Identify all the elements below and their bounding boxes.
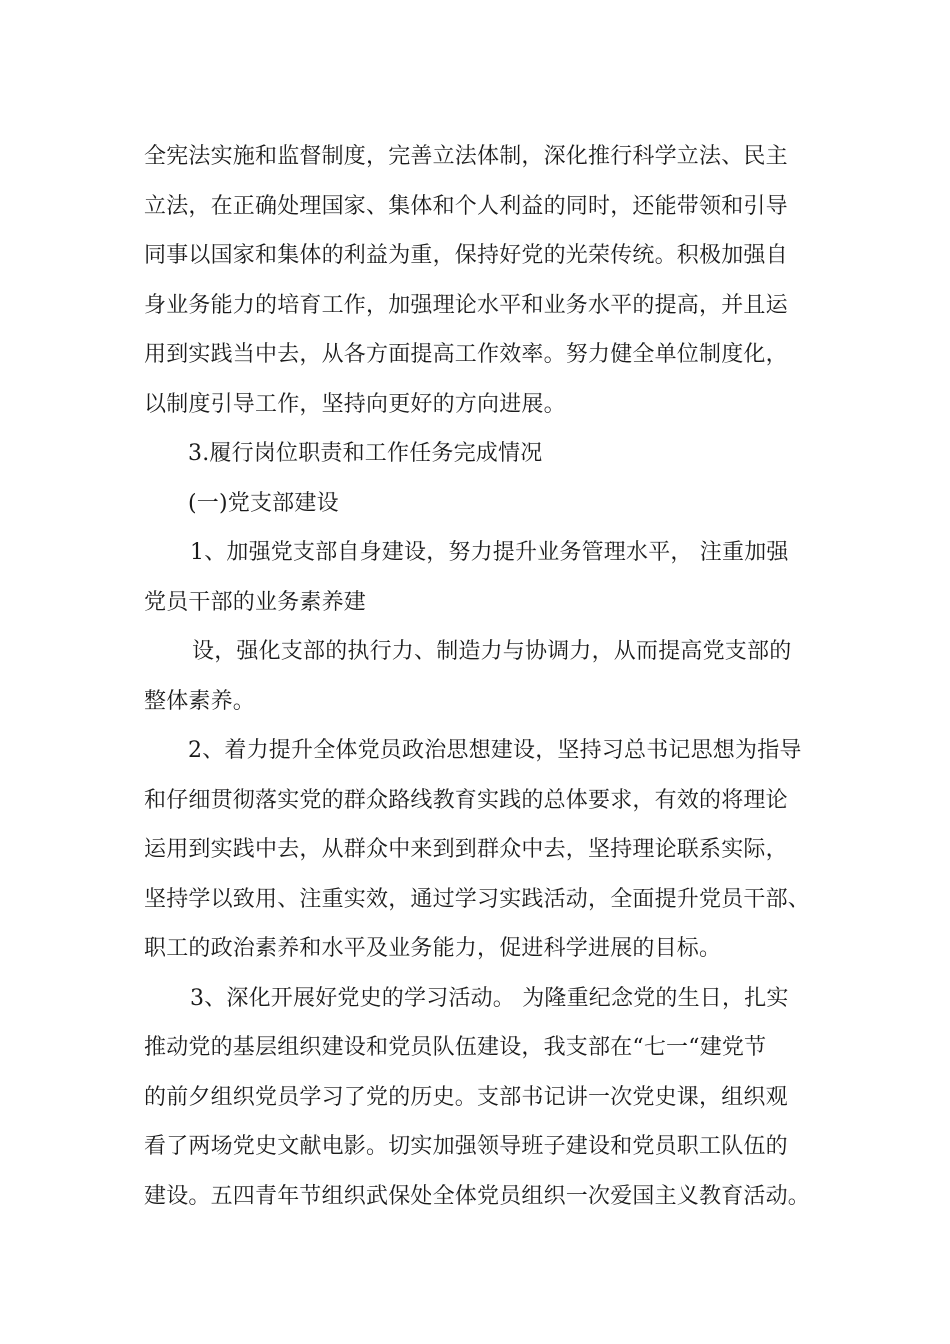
text-line: 整体素养。 — [144, 688, 256, 714]
text-line: 用到实践当中去，从各方面提高工作效率。努力健全单位制度化， — [144, 342, 788, 367]
text-line: 立法，在正确处理国家、集体和个人利益的同时，还能带领和引导 — [144, 193, 788, 219]
text-line: 运用到实践中去，从群众中来到到群众中去，坚持理论联系实际， — [144, 837, 788, 862]
text-line: 推动党的基层组织建设和党员队伍建设，我支部在“七一“建党节 — [144, 1035, 767, 1060]
text-line: 看了两场党史文献电影。切实加强领导班子建设和党员职工队伍的 — [144, 1134, 788, 1159]
text-line: 3.履行岗位职责和工作任务完成情况 — [188, 441, 543, 466]
text-line: 建设。五四青年节组织武保处全体党员组织一次爱国主义教育活动。 — [144, 1183, 811, 1209]
text-line: (一)党支部建设 — [188, 490, 339, 516]
text-line: 职工的政治素养和水平及业务能力，促进科学进展的目标。 — [144, 936, 722, 961]
text-line: 设，强化支部的执行力、制造力与协调力，从而提高党支部的 — [192, 639, 792, 664]
text-line: 3、深化开展好党史的学习活动。 为隆重纪念党的生日，扎实 — [190, 985, 789, 1011]
text-line: 2、着力提升全体党员政治思想建设，坚持习总书记思想为指导 — [188, 738, 802, 763]
document-body — [144, 132, 834, 1221]
text-line: 和仔细贯彻落实党的群众路线教育实践的总体要求，有效的将理论 — [144, 787, 788, 813]
text-line: 党员干部的业务素养建 — [144, 589, 367, 615]
text-line: 全宪法实施和监督制度，完善立法体制，深化推行科学立法、民主 — [144, 144, 788, 169]
text-line: 坚持学以致用、注重实效，通过学习实践活动，全面提升党员干部、 — [144, 886, 811, 912]
text-line: 以制度引导工作，坚持向更好的方向进展。 — [144, 391, 566, 417]
text-line: 身业务能力的培育工作，加强理论水平和业务水平的提高，并且运 — [144, 292, 788, 318]
text-line: 的前夕组织党员学习了党的历史。支部书记讲一次党史课，组织观 — [144, 1084, 788, 1110]
text-line: 同事以国家和集体的利益为重，保持好党的光荣传统。积极加强自 — [144, 243, 788, 268]
text-line: 1、加强党支部自身建设，努力提升业务管理水平， 注重加强 — [190, 540, 789, 565]
